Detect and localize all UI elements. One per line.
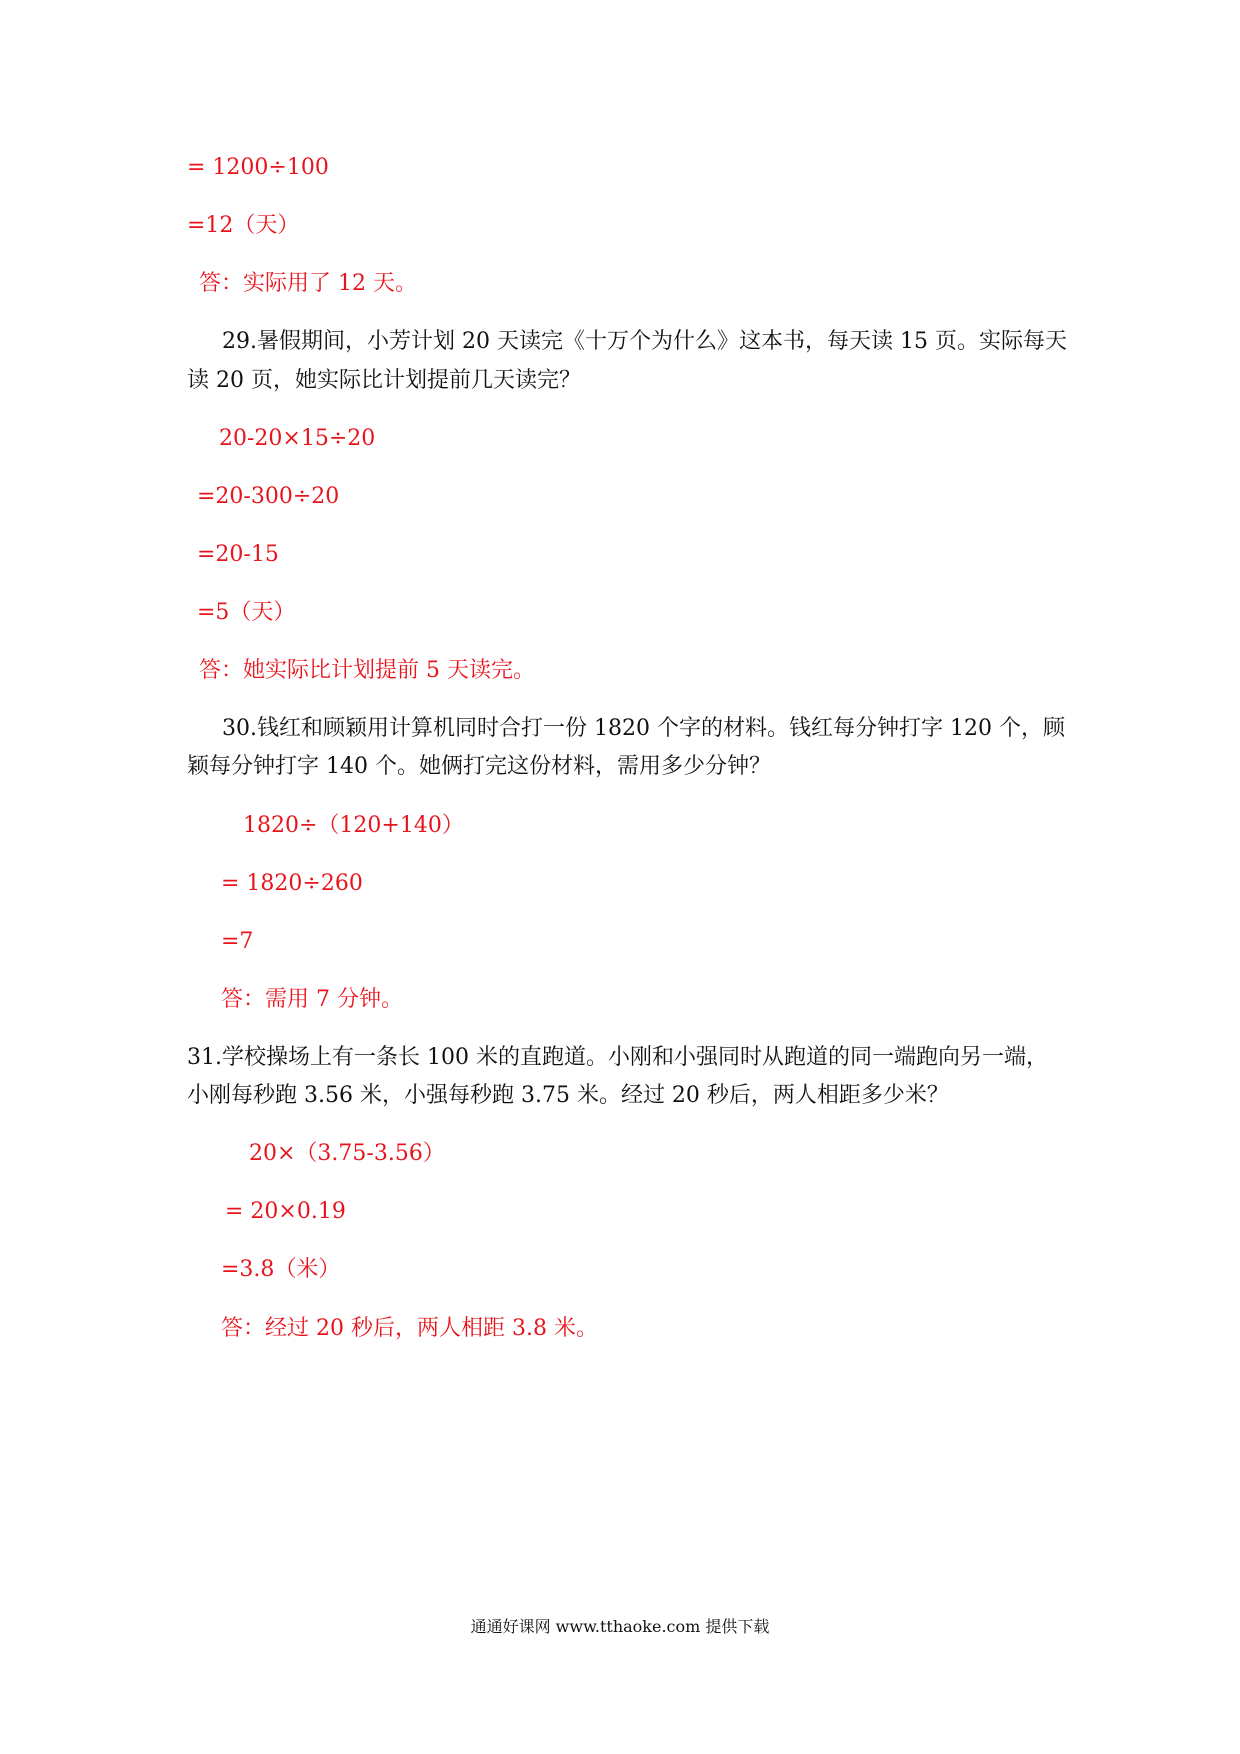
problem-29-step2: =20-300÷20 [197,484,340,509]
problem-30-text-line2: 颖每分钟打字 140 个。她俩打完这份材料，需用多少分钟？ [187,754,771,779]
problem-29-text-line1: 29.暑假期间，小芳计划 20 天读完《十万个为什么》这本书，每天读 15 页。实际每天 [222,329,1067,354]
problem-29-step1: 20-20×15÷20 [219,426,376,451]
problem-30-text-line1: 30.钱红和顾颖用计算机同时合打一份 1820 个字的材料。钱红每分钟打字 120 个，顾 [222,716,1065,741]
problem-31-step1: 20×（3.75-3.56） [249,1141,445,1166]
problem-30-step2: = 1820÷260 [221,871,363,896]
solution-28-result: =12（天） [187,213,300,238]
problem-29-step3: =20-15 [197,542,279,567]
page-footer: 通通好课网 www.tthaoke.com 提供下载 [470,1617,770,1636]
problem-30-answer: 答：需用 7 分钟。 [221,987,403,1012]
solution-28-step: = 1200÷100 [187,155,329,180]
problem-31-answer: 答：经过 20 秒后，两人相距 3.8 米。 [221,1316,598,1341]
problem-30-step3: =7 [221,929,254,954]
problem-31-text-line2: 小刚每秒跑 3.56 米，小强每秒跑 3.75 米。经过 20 秒后，两人相距多少米？ [187,1083,949,1108]
problem-30-step1: 1820÷（120+140） [243,813,464,838]
problem-31-step3: =3.8（米） [221,1257,341,1282]
problem-31-step2: = 20×0.19 [225,1199,346,1224]
problem-29-answer: 答：她实际比计划提前 5 天读完。 [199,658,535,683]
solution-28-answer: 答：实际用了 12 天。 [199,271,417,296]
problem-31-text-line1: 31.学校操场上有一条长 100 米的直跑道。小刚和小强同时从跑道的同一端跑向另一端， [187,1045,1048,1070]
problem-29-text-line2: 读 20 页，她实际比计划提前几天读完？ [187,368,581,393]
problem-29-step4: =5（天） [197,600,296,625]
